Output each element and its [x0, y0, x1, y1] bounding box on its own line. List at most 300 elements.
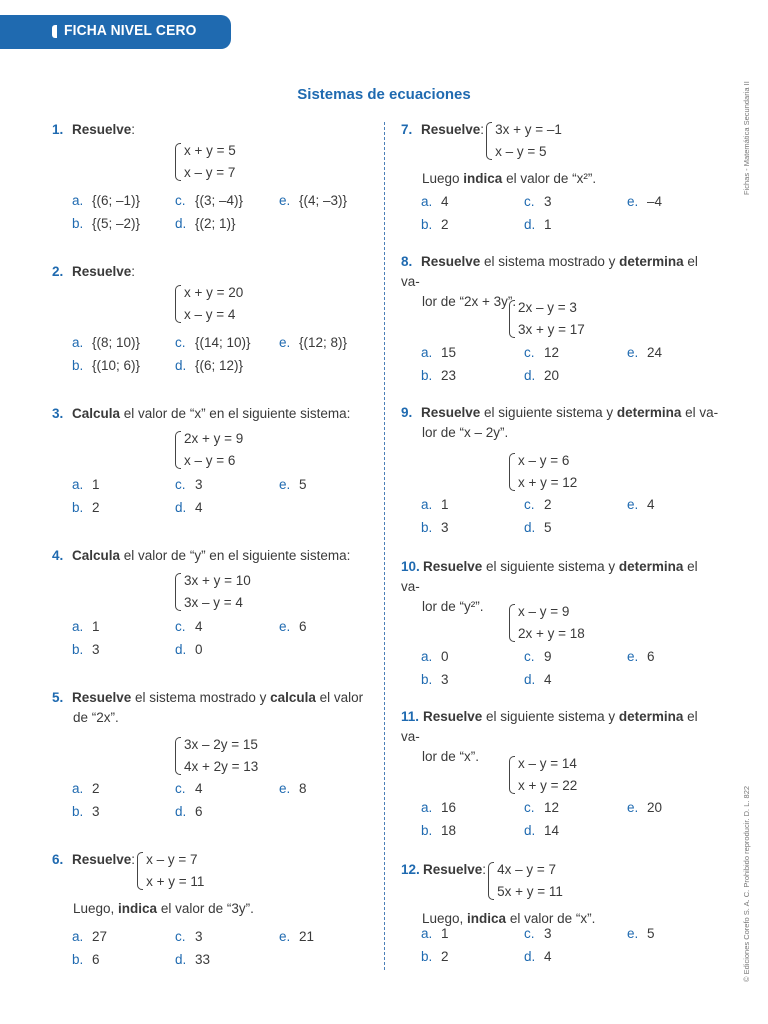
problem-5 — [52, 688, 370, 728]
equation: 2x + y = 18 — [518, 626, 585, 641]
option-letter: a. — [421, 800, 433, 815]
equation: x – y = 6 — [518, 453, 570, 468]
option-letter: c. — [175, 335, 186, 350]
option-letter: a. — [421, 926, 433, 941]
option-value: 5 — [647, 926, 655, 941]
option-value: 9 — [544, 649, 552, 664]
option-a[interactable] — [72, 335, 140, 350]
problem-number: 10. — [401, 559, 420, 574]
option-b[interactable] — [72, 216, 140, 231]
option-a[interactable] — [421, 800, 456, 815]
option-letter: e. — [627, 926, 639, 941]
option-letter: b. — [421, 949, 433, 964]
equation: 4x + 2y = 13 — [184, 759, 259, 774]
statement-text: el sistema mostrado y — [480, 254, 620, 269]
equation: x – y = 6 — [184, 453, 236, 468]
option-value: 6 — [92, 952, 100, 967]
statement-text: : — [131, 264, 136, 279]
option-c[interactable] — [175, 619, 203, 634]
problem-number: 9. — [401, 405, 413, 420]
option-value: 3 — [195, 929, 203, 944]
option-c[interactable] — [175, 929, 203, 944]
option-letter: e. — [279, 193, 291, 208]
option-b[interactable] — [72, 804, 100, 819]
problem-number: 5. — [52, 690, 64, 705]
option-value: {(2; 1)} — [195, 216, 236, 231]
command-word: indica — [118, 901, 158, 916]
option-value: 23 — [441, 368, 457, 383]
problem-statement — [52, 688, 370, 708]
problem-statement — [52, 850, 370, 893]
problem-3 — [52, 404, 370, 424]
option-value: 4 — [195, 500, 203, 515]
statement-text: : — [131, 122, 136, 137]
option-value: 6 — [647, 649, 655, 664]
option-value: 27 — [92, 929, 108, 944]
option-value: 2 — [92, 781, 100, 796]
equation: x + y = 22 — [518, 778, 578, 793]
option-d[interactable] — [175, 358, 243, 373]
option-letter: c. — [175, 781, 186, 796]
problem-statement — [401, 860, 719, 903]
follow-up-statement — [401, 169, 719, 189]
statement-text: : — [131, 852, 136, 867]
option-letter: b. — [72, 500, 84, 515]
option-letter: c. — [175, 619, 186, 634]
option-c[interactable] — [175, 193, 243, 208]
option-value: {(3; –4)} — [195, 193, 244, 208]
option-a[interactable] — [72, 193, 140, 208]
option-letter: c. — [524, 800, 535, 815]
option-letter: d. — [175, 804, 187, 819]
option-value: 1 — [92, 619, 100, 634]
option-value: 4 — [195, 619, 203, 634]
statement-text: el valor de “x²”. — [502, 171, 597, 186]
statement-continuation: lor de “x”. — [422, 749, 480, 764]
statement-continuation: lor de “x – 2y”. — [422, 425, 509, 440]
option-value: 2 — [92, 500, 100, 515]
side-caption-top: Fichas - Matemática Secundaria II — [742, 81, 751, 195]
problem-7 — [401, 120, 719, 189]
option-letter: a. — [421, 345, 433, 360]
equation-system — [175, 282, 243, 326]
option-d[interactable] — [175, 500, 203, 515]
option-a[interactable] — [72, 477, 100, 492]
equation: 3x + y = –1 — [495, 122, 562, 137]
option-value: 5 — [299, 477, 307, 492]
command-word: Calcula — [72, 548, 121, 563]
equation-system — [175, 140, 236, 184]
problem-1 — [52, 120, 370, 140]
option-letter: a. — [72, 619, 84, 634]
equation-system — [175, 734, 258, 778]
option-letter: a. — [421, 194, 433, 209]
statement-text: : — [480, 122, 485, 137]
header-mark-icon — [52, 25, 57, 38]
problem-statement — [401, 707, 719, 747]
option-c[interactable] — [524, 345, 559, 360]
problem-9 — [401, 403, 719, 443]
option-letter: b. — [421, 520, 433, 535]
problem-statement — [52, 404, 370, 424]
option-value: 4 — [544, 672, 552, 687]
option-e[interactable] — [627, 800, 662, 815]
option-b[interactable] — [421, 368, 456, 383]
command-word: determina — [618, 709, 684, 724]
statement-text: el va- — [401, 709, 698, 744]
equation-system — [509, 753, 577, 797]
option-value: 3 — [544, 926, 552, 941]
equation: x + y = 11 — [146, 874, 205, 889]
option-value: {(12; 8)} — [299, 335, 348, 350]
command-word: determina — [616, 405, 682, 420]
command-word: Resuelve — [423, 559, 483, 574]
option-letter: c. — [524, 649, 535, 664]
statement-continuation: lor de “y²”. — [422, 599, 484, 614]
equation: 3x + y = 10 — [184, 573, 251, 588]
option-letter: c. — [524, 497, 535, 512]
option-e[interactable] — [279, 929, 314, 944]
statement-text: el siguiente sistema y — [480, 405, 617, 420]
option-b[interactable] — [421, 949, 449, 964]
option-e[interactable] — [279, 193, 347, 208]
equation-system — [509, 450, 577, 494]
option-value: 3 — [92, 804, 100, 819]
equation-system — [509, 601, 585, 645]
option-value: 12 — [544, 800, 560, 815]
option-letter: b. — [72, 642, 84, 657]
option-value: 33 — [195, 952, 211, 967]
option-value: 2 — [441, 949, 449, 964]
statement-text: el valor de “y” en el siguiente sistema: — [120, 548, 351, 563]
option-e[interactable] — [627, 345, 662, 360]
statement-text: el va- — [401, 254, 698, 289]
option-e[interactable] — [279, 781, 307, 796]
problem-number: 1. — [52, 122, 64, 137]
statement-text: Luego, — [73, 901, 119, 916]
header-tab — [0, 15, 231, 49]
statement-text: el valor de “x” en el siguiente sistema: — [120, 406, 351, 421]
option-letter: e. — [627, 345, 639, 360]
option-letter: d. — [524, 672, 536, 687]
option-b[interactable] — [421, 823, 456, 838]
equation-system — [137, 849, 204, 893]
problem-statement — [401, 252, 719, 292]
option-value: 1 — [544, 217, 552, 232]
option-value: 6 — [299, 619, 307, 634]
statement-text: el valor de “x”. — [506, 911, 596, 926]
option-letter: c. — [175, 929, 186, 944]
option-value: {(5; –2)} — [92, 216, 141, 231]
equation: x + y = 12 — [518, 475, 578, 490]
option-value: 2 — [544, 497, 552, 512]
option-value: 3 — [441, 520, 449, 535]
option-letter: d. — [175, 642, 187, 657]
option-value: {(6; –1)} — [92, 193, 141, 208]
option-letter: d. — [175, 216, 187, 231]
option-value: 3 — [195, 477, 203, 492]
option-b[interactable] — [421, 520, 449, 535]
problem-number: 4. — [52, 548, 64, 563]
option-value: 5 — [544, 520, 552, 535]
option-d[interactable] — [524, 368, 559, 383]
follow-up-statement — [52, 899, 370, 919]
statement-text: el va- — [401, 559, 698, 594]
option-b[interactable] — [72, 952, 100, 967]
option-letter: a. — [421, 497, 433, 512]
option-letter: b. — [72, 358, 84, 373]
option-a[interactable] — [72, 619, 100, 634]
option-letter: d. — [524, 823, 536, 838]
problem-4 — [52, 546, 370, 566]
command-word: calcula — [270, 690, 316, 705]
problem-6 — [52, 850, 370, 919]
equation: 2x – y = 3 — [518, 300, 577, 315]
statement-text: Luego, — [422, 911, 468, 926]
option-letter: b. — [72, 216, 84, 231]
problem-statement — [401, 403, 719, 423]
option-d[interactable] — [175, 642, 203, 657]
equation-system — [486, 119, 562, 163]
option-letter: c. — [524, 194, 535, 209]
command-word: determina — [618, 559, 684, 574]
problem-statement — [52, 546, 370, 566]
option-letter: e. — [627, 649, 639, 664]
option-letter: a. — [72, 335, 84, 350]
option-value: {(14; 10)} — [195, 335, 251, 350]
equation-system — [175, 570, 251, 614]
statement-text: : — [482, 862, 487, 877]
option-value: 14 — [544, 823, 560, 838]
option-d[interactable] — [524, 520, 552, 535]
option-value: 4 — [647, 497, 655, 512]
option-letter: e. — [627, 194, 639, 209]
option-a[interactable] — [421, 345, 456, 360]
option-value: 20 — [544, 368, 560, 383]
command-word: Resuelve — [72, 690, 132, 705]
command-word: Calcula — [72, 406, 121, 421]
option-e[interactable] — [627, 926, 655, 941]
statement-text: el valor — [315, 690, 364, 705]
problem-statement — [52, 262, 370, 282]
option-value: 20 — [647, 800, 663, 815]
option-value: {(6; 12)} — [195, 358, 244, 373]
option-d[interactable] — [524, 823, 559, 838]
option-letter: d. — [175, 358, 187, 373]
equation-system — [509, 297, 585, 341]
option-letter: d. — [524, 368, 536, 383]
equation: x – y = 7 — [184, 165, 236, 180]
option-value: 2 — [441, 217, 449, 232]
equation: x – y = 4 — [184, 307, 236, 322]
option-e[interactable] — [279, 477, 307, 492]
option-b[interactable] — [72, 642, 100, 657]
option-d[interactable] — [524, 672, 552, 687]
option-c[interactable] — [175, 781, 203, 796]
option-a[interactable] — [72, 929, 107, 944]
option-b[interactable] — [421, 217, 449, 232]
option-value: 3 — [92, 642, 100, 657]
command-word: Resuelve — [72, 852, 132, 867]
command-word: Resuelve — [72, 264, 132, 279]
equation: 4x – y = 7 — [497, 862, 556, 877]
statement-text: el siguiente sistema y — [482, 559, 619, 574]
option-letter: d. — [524, 520, 536, 535]
option-a[interactable] — [72, 781, 100, 796]
option-value: 1 — [441, 926, 449, 941]
option-letter: b. — [72, 952, 84, 967]
option-e[interactable] — [279, 335, 347, 350]
problem-number: 2. — [52, 264, 64, 279]
option-letter: c. — [175, 193, 186, 208]
option-b[interactable] — [72, 358, 140, 373]
command-word: Resuelve — [72, 122, 132, 137]
command-word: Resuelve — [423, 862, 483, 877]
option-d[interactable] — [524, 949, 552, 964]
option-value: 15 — [441, 345, 457, 360]
option-letter: b. — [421, 368, 433, 383]
equation: x – y = 14 — [518, 756, 577, 771]
option-c[interactable] — [524, 194, 552, 209]
equation: x – y = 5 — [495, 144, 547, 159]
option-letter: c. — [524, 926, 535, 941]
command-word: Resuelve — [421, 254, 481, 269]
problem-number: 6. — [52, 852, 64, 867]
follow-up-statement — [401, 909, 719, 929]
problem-number: 7. — [401, 122, 413, 137]
problem-number: 11. — [401, 709, 420, 724]
option-letter: b. — [421, 823, 433, 838]
option-value: 24 — [647, 345, 663, 360]
option-letter: a. — [72, 781, 84, 796]
command-word: determina — [619, 254, 684, 269]
option-letter: d. — [175, 952, 187, 967]
problem-2 — [52, 262, 370, 282]
equation: x – y = 9 — [518, 604, 570, 619]
command-word: indica — [463, 171, 503, 186]
option-letter: b. — [421, 672, 433, 687]
problem-number: 12. — [401, 862, 420, 877]
option-value: 8 — [299, 781, 307, 796]
option-c[interactable] — [524, 926, 552, 941]
option-value: 12 — [544, 345, 560, 360]
option-value: {(10; 6)} — [92, 358, 141, 373]
option-e[interactable] — [627, 649, 655, 664]
statement-text: Luego — [422, 171, 464, 186]
option-letter: a. — [72, 193, 84, 208]
option-value: 3 — [544, 194, 552, 209]
option-letter: e. — [279, 781, 291, 796]
option-letter: d. — [175, 500, 187, 515]
equation: x + y = 20 — [184, 285, 244, 300]
option-letter: c. — [524, 345, 535, 360]
option-value: 1 — [441, 497, 449, 512]
option-value: 16 — [441, 800, 457, 815]
option-letter: e. — [279, 477, 291, 492]
option-letter: b. — [421, 217, 433, 232]
equation: 2x + y = 9 — [184, 431, 244, 446]
option-value: 4 — [441, 194, 449, 209]
problem-12 — [401, 860, 719, 929]
option-e[interactable] — [627, 497, 655, 512]
statement-continuation: de “2x”. — [73, 710, 119, 725]
column-divider — [384, 122, 385, 970]
equation: x – y = 7 — [146, 852, 198, 867]
equation: 3x – y = 4 — [184, 595, 243, 610]
option-letter: e. — [627, 497, 639, 512]
option-letter: d. — [524, 949, 536, 964]
option-value: 0 — [195, 642, 203, 657]
option-value: 0 — [441, 649, 449, 664]
option-c[interactable] — [175, 335, 251, 350]
option-e[interactable] — [279, 619, 307, 634]
option-e[interactable] — [627, 194, 662, 209]
option-value: 4 — [195, 781, 203, 796]
option-a[interactable] — [421, 926, 449, 941]
option-value: {(8; 10)} — [92, 335, 141, 350]
equation: 3x + y = 17 — [518, 322, 585, 337]
option-letter: a. — [72, 929, 84, 944]
statement-text: el siguiente sistema y — [482, 709, 619, 724]
option-letter: e. — [627, 800, 639, 815]
statement-text: el va- — [681, 405, 719, 420]
equation: x + y = 5 — [184, 143, 236, 158]
option-letter: e. — [279, 929, 291, 944]
option-c[interactable] — [175, 477, 203, 492]
command-word: Resuelve — [421, 405, 481, 420]
option-letter: a. — [72, 477, 84, 492]
problem-statement — [52, 120, 370, 140]
side-caption-bottom: © Ediciones Corefo S. A. C. Prohibido reproducir. D. L. 822 — [742, 785, 751, 982]
option-value: {(4; –3)} — [299, 193, 348, 208]
option-c[interactable] — [524, 497, 552, 512]
problem-number: 3. — [52, 406, 64, 421]
header-title: FICHA NIVEL CERO — [64, 22, 197, 39]
option-d[interactable] — [524, 217, 552, 232]
option-letter: e. — [279, 619, 291, 634]
equation-system — [488, 859, 563, 903]
option-value: 3 — [441, 672, 449, 687]
command-word: Resuelve — [421, 122, 481, 137]
equation: 5x + y = 11 — [497, 884, 563, 899]
option-value: 1 — [92, 477, 100, 492]
option-b[interactable] — [421, 672, 449, 687]
option-letter: a. — [421, 649, 433, 664]
problem-statement — [401, 120, 719, 163]
option-c[interactable] — [524, 649, 552, 664]
option-letter: c. — [175, 477, 186, 492]
option-value: 18 — [441, 823, 457, 838]
option-a[interactable] — [421, 649, 449, 664]
option-d[interactable] — [175, 804, 203, 819]
option-value: 4 — [544, 949, 552, 964]
option-a[interactable] — [421, 194, 449, 209]
option-letter: e. — [279, 335, 291, 350]
command-word: Resuelve — [423, 709, 483, 724]
option-value: 6 — [195, 804, 203, 819]
option-d[interactable] — [175, 952, 210, 967]
option-letter: d. — [524, 217, 536, 232]
problem-statement — [401, 557, 719, 597]
option-c[interactable] — [524, 800, 559, 815]
option-value: –4 — [647, 194, 663, 209]
equation: 3x – 2y = 15 — [184, 737, 258, 752]
command-word: indica — [467, 911, 507, 926]
page-title: Sistemas de ecuaciones — [297, 86, 471, 103]
option-b[interactable] — [72, 500, 100, 515]
option-a[interactable] — [421, 497, 449, 512]
option-d[interactable] — [175, 216, 236, 231]
